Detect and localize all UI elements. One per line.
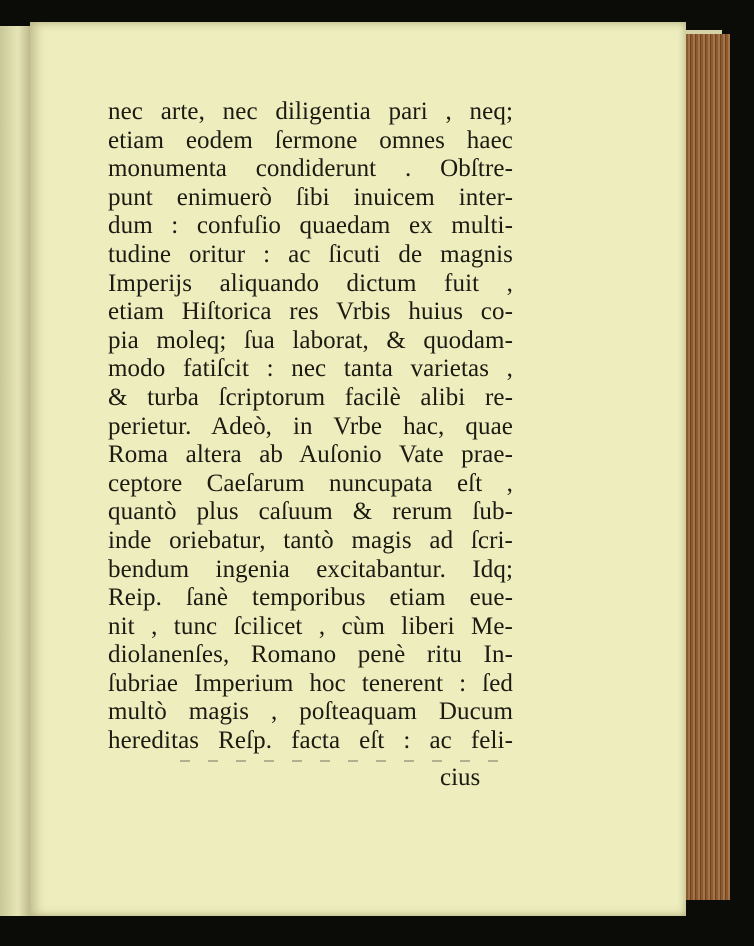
text-line: inde oriebatur, tantò magis ad ſcri- <box>108 526 513 554</box>
text-line: bendum ingenia excitabantur. Idq; <box>108 555 513 583</box>
text-line: pia moleq; ſua laborat, & quodam- <box>108 326 513 354</box>
catchword: cius <box>440 764 481 791</box>
text-line: Reip. ſanè temporibus etiam eue- <box>108 584 513 612</box>
text-line: ceptore Caeſarum nuncupata eſt , <box>108 469 513 497</box>
facing-page-edge <box>0 26 30 916</box>
text-line: & turba ſcriptorum facilè alibi re- <box>108 383 513 411</box>
text-line: etiam Hiſtorica res Vrbis huius co- <box>108 298 513 326</box>
text-line: nec arte, nec diligentia pari , neq; <box>108 98 513 125</box>
text-line: multò magis , poſteaquam Ducum <box>108 698 513 726</box>
book-block-edge <box>686 34 730 900</box>
text-line: Roma altera ab Auſonio Vate prae- <box>108 441 513 469</box>
text-line: quantò plus caſuum & rerum ſub- <box>108 498 513 526</box>
text-line: punt enimuerò ſibi inuicem inter- <box>108 183 513 211</box>
text-line: tudine oritur : ac ſicuti de magnis <box>108 240 513 268</box>
text-line: nit , tunc ſcilicet , cùm liberi Me- <box>108 612 513 640</box>
text-line: dum : confuſio quaedam ex multi- <box>108 212 513 240</box>
faint-rule <box>180 760 510 762</box>
text-line: etiam eodem ſermone omnes haec <box>108 126 513 154</box>
text-line: monumenta condiderunt . Obſtre- <box>108 155 513 183</box>
text-line: modo fatiſcit : nec tanta varietas , <box>108 355 513 383</box>
text-line: hereditas Reſp. facta eſt : ac feli- <box>108 727 513 755</box>
text-line: diolanenſes, Romano penè ritu In- <box>108 641 513 669</box>
text-line: Imperijs aliquando dictum fuit , <box>108 269 513 297</box>
body-text <box>108 98 513 756</box>
text-line: ſubriae Imperium hoc tenerent : ſed <box>108 669 513 697</box>
text-line: perietur. Adeò, in Vrbe hac, quae <box>108 412 513 440</box>
